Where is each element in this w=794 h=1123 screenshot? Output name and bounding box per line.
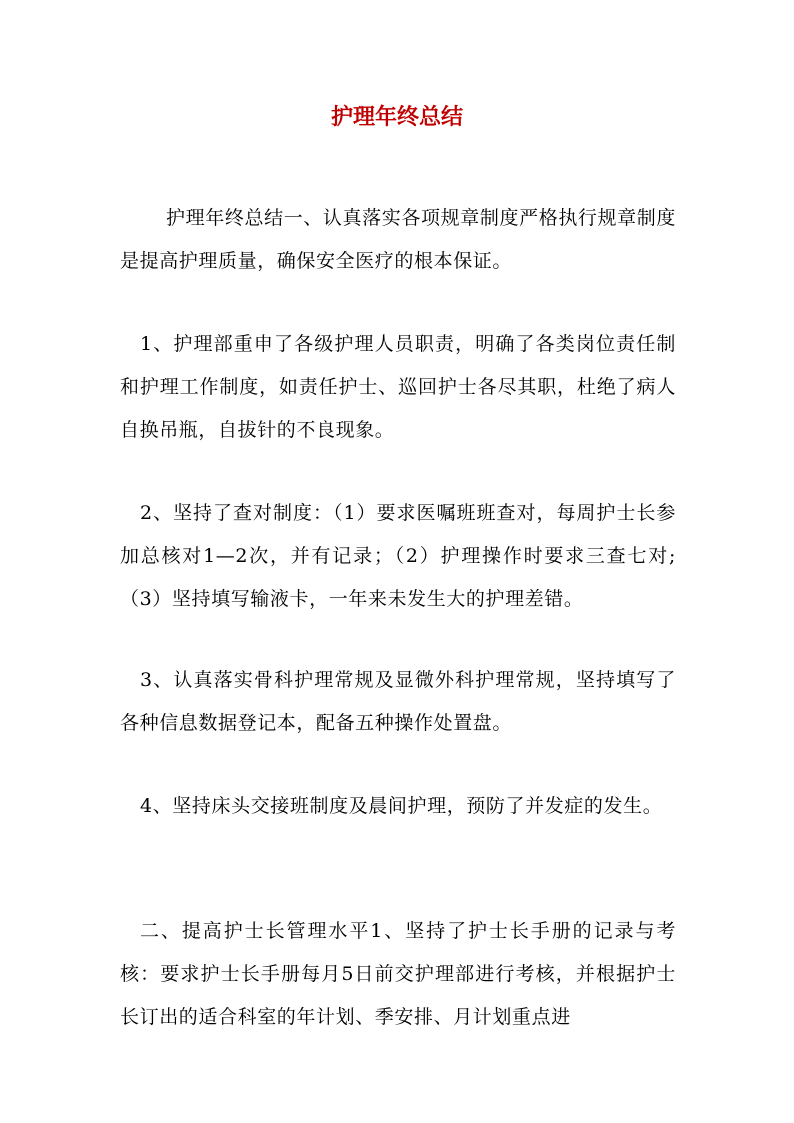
paragraph-section-2: 二、提高护士长管理水平1、坚持了护士长手册的记录与考核：要求护士长手册每月5日前交护理部进行考核，并根据护士长订出的适合科室的年计划、季安排、月计划重点进 <box>120 920 676 1028</box>
paragraph-intro: 护理年终总结一、认真落实各项规章制度严格执行规章制度是提高护理质量，确保安全医疗的根本保证。 <box>120 207 676 272</box>
paragraph-item-3: 3、认真落实骨科护理常规及显微外科护理常规，坚持填写了各种信息数据登记本，配备五种操作处置盘。 <box>120 669 676 734</box>
paragraph-item-1: 1、护理部重申了各级护理人员职责，明确了各类岗位责任制和护理工作制度，如责任护士、巡回护士各尽其职，杜绝了病人自换吊瓶，自拔针的不良现象。 <box>120 333 676 441</box>
paragraph-item-4: 4、坚持床头交接班制度及晨间护理，预防了并发症的发生。 <box>140 795 663 817</box>
paragraph-item-2: 2、坚持了查对制度：（1）要求医嘱班班查对，每周护士长参加总核对1—2次，并有记录；（2）护理操作时要求三查七对;（3）坚持填写输液卡，一年来未发生大的护理差错。 <box>120 502 676 610</box>
document-title: 护理年终总结 <box>330 104 463 130</box>
